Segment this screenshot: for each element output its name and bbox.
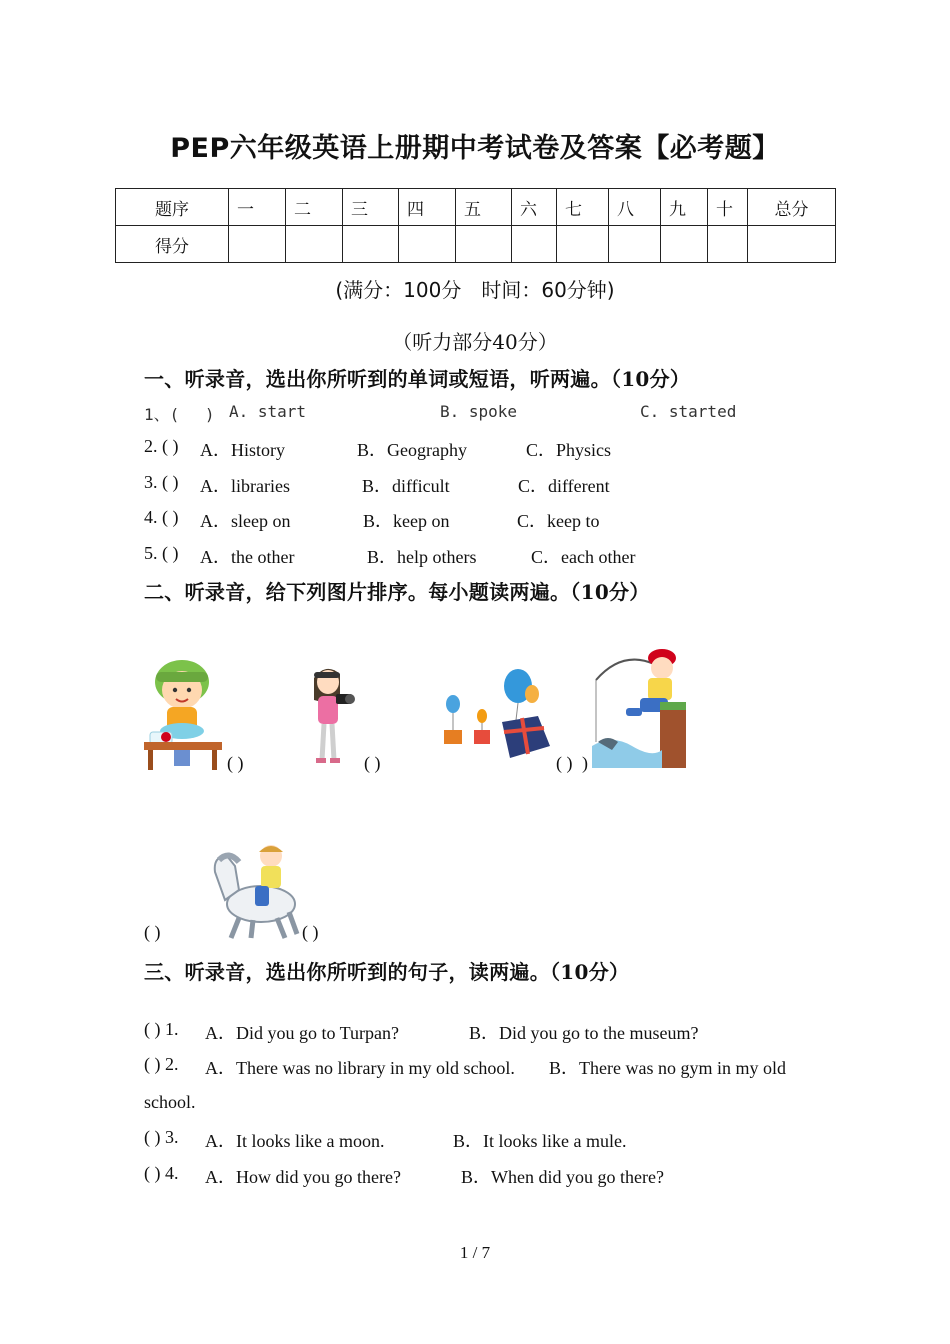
score-cell[interactable] bbox=[286, 226, 343, 263]
s3-question-3-option-b[interactable]: B．It looks like a mule. bbox=[453, 1131, 627, 1151]
score-table bbox=[115, 188, 836, 263]
score-cell[interactable] bbox=[229, 226, 286, 263]
listening-title: （听力部分40分） bbox=[392, 330, 558, 354]
s3-question-4-number[interactable]: ( ) 4. bbox=[144, 1163, 179, 1183]
s3-question-1-number[interactable]: ( ) 1. bbox=[144, 1019, 179, 1039]
question-3-option-b[interactable]: B．difficult bbox=[362, 476, 450, 496]
question-5-option-c[interactable]: C．each other bbox=[531, 547, 636, 567]
score-table-score-row bbox=[116, 226, 836, 263]
picture-4-answer-bracket-end: ) bbox=[582, 753, 588, 773]
question-2-option-c[interactable]: C．Physics bbox=[526, 440, 612, 460]
girl-camera-picture bbox=[300, 660, 362, 768]
question-1-option-c[interactable]: C. started bbox=[640, 402, 737, 421]
s3-question-4-option-b[interactable]: B．When did you go there? bbox=[461, 1167, 664, 1187]
header-cell: 九 bbox=[661, 189, 708, 226]
header-cell: 五 bbox=[456, 189, 512, 226]
header-cell: 七 bbox=[557, 189, 609, 226]
header-cell: 四 bbox=[399, 189, 456, 226]
section1-heading: 一、听录音，选出你所听到的单词或短语，听两遍。（10分） bbox=[144, 367, 691, 391]
question-4-number[interactable]: 4. ( ) bbox=[144, 507, 179, 527]
score-cell[interactable] bbox=[456, 226, 512, 263]
s3-question-2-option-a[interactable]: A．There was no library in my old school. bbox=[205, 1058, 515, 1078]
question-2-option-a[interactable]: A．History bbox=[200, 440, 285, 460]
question-3-option-c[interactable]: C．different bbox=[518, 476, 610, 496]
score-cell[interactable] bbox=[399, 226, 456, 263]
s3-question-2-number[interactable]: ( ) 2. bbox=[144, 1054, 179, 1074]
header-cell: 二 bbox=[286, 189, 343, 226]
picture-5-answer-bracket[interactable]: ( ) bbox=[302, 922, 319, 942]
question-4-option-b[interactable]: B．keep on bbox=[363, 511, 450, 531]
picture-2-answer-bracket[interactable]: ( ) bbox=[364, 753, 381, 773]
score-cell[interactable] bbox=[343, 226, 399, 263]
question-1-number[interactable]: 1、( ) bbox=[144, 405, 215, 424]
question-1-option-a[interactable]: A. start bbox=[229, 402, 307, 421]
score-cell[interactable] bbox=[512, 226, 557, 263]
score-cell[interactable] bbox=[661, 226, 708, 263]
question-4-option-c[interactable]: C．keep to bbox=[517, 511, 600, 531]
question-3-number[interactable]: 3. ( ) bbox=[144, 472, 179, 492]
s3-question-1-option-a[interactable]: A．Did you go to Turpan? bbox=[205, 1023, 400, 1043]
exam-subtitle: (满分：100分 时间：60分钟) bbox=[335, 278, 615, 302]
boy-fishing-picture bbox=[592, 646, 686, 768]
s3-question-4-option-a[interactable]: A．How did you go there? bbox=[205, 1167, 401, 1187]
header-cell: 八 bbox=[609, 189, 661, 226]
picture-1-answer-bracket[interactable]: ( ) bbox=[227, 753, 244, 773]
question-4-option-a[interactable]: A．sleep on bbox=[200, 511, 291, 531]
s3-question-3-number[interactable]: ( ) 3. bbox=[144, 1127, 179, 1147]
s3-question-3-option-a[interactable]: A．It looks like a moon. bbox=[205, 1131, 385, 1151]
boy-cooking-picture bbox=[142, 654, 224, 770]
header-cell: 十 bbox=[708, 189, 748, 226]
score-cell[interactable] bbox=[609, 226, 661, 263]
question-2-number[interactable]: 2. ( ) bbox=[144, 436, 179, 456]
page-title: PEP六年级英语上册期中考试卷及答案【必考题】 bbox=[170, 133, 780, 164]
page-number: 1 / 7 bbox=[459, 1243, 491, 1262]
question-2-option-b[interactable]: B．Geography bbox=[357, 440, 467, 460]
header-cell: 题序 bbox=[116, 189, 229, 226]
picture-4-answer-bracket[interactable]: ( ) bbox=[144, 922, 161, 942]
score-cell[interactable] bbox=[748, 226, 836, 263]
question-5-option-a[interactable]: A．the other bbox=[200, 547, 295, 567]
s3-question-2-option-b[interactable]: B．There was no gym in my old bbox=[549, 1058, 786, 1078]
question-5-number[interactable]: 5. ( ) bbox=[144, 543, 179, 563]
section3-heading: 三、听录音，选出你所听到的句子，读两遍。（10分） bbox=[144, 960, 630, 984]
s3-question-1-option-b[interactable]: B．Did you go to the museum? bbox=[469, 1023, 699, 1043]
score-table-header-row bbox=[116, 189, 836, 226]
score-cell[interactable] bbox=[557, 226, 609, 263]
question-3-option-a[interactable]: A．libraries bbox=[200, 476, 290, 496]
gifts-balloons-picture bbox=[440, 668, 552, 760]
picture-3-answer-bracket[interactable]: ( ) bbox=[556, 753, 573, 773]
section2-heading: 二、听录音，给下列图片排序。每小题读两遍。（10分） bbox=[144, 580, 650, 604]
header-cell: 三 bbox=[343, 189, 399, 226]
header-cell: 六 bbox=[512, 189, 557, 226]
question-1-option-b[interactable]: B. spoke bbox=[440, 402, 518, 421]
question-5-option-b[interactable]: B．help others bbox=[367, 547, 477, 567]
score-cell[interactable] bbox=[708, 226, 748, 263]
header-cell: 总分 bbox=[748, 189, 836, 226]
boy-riding-horse-picture bbox=[205, 842, 303, 940]
header-cell: 一 bbox=[229, 189, 286, 226]
s3-question-2-continuation: school. bbox=[144, 1092, 196, 1112]
row-label: 得分 bbox=[116, 226, 229, 263]
